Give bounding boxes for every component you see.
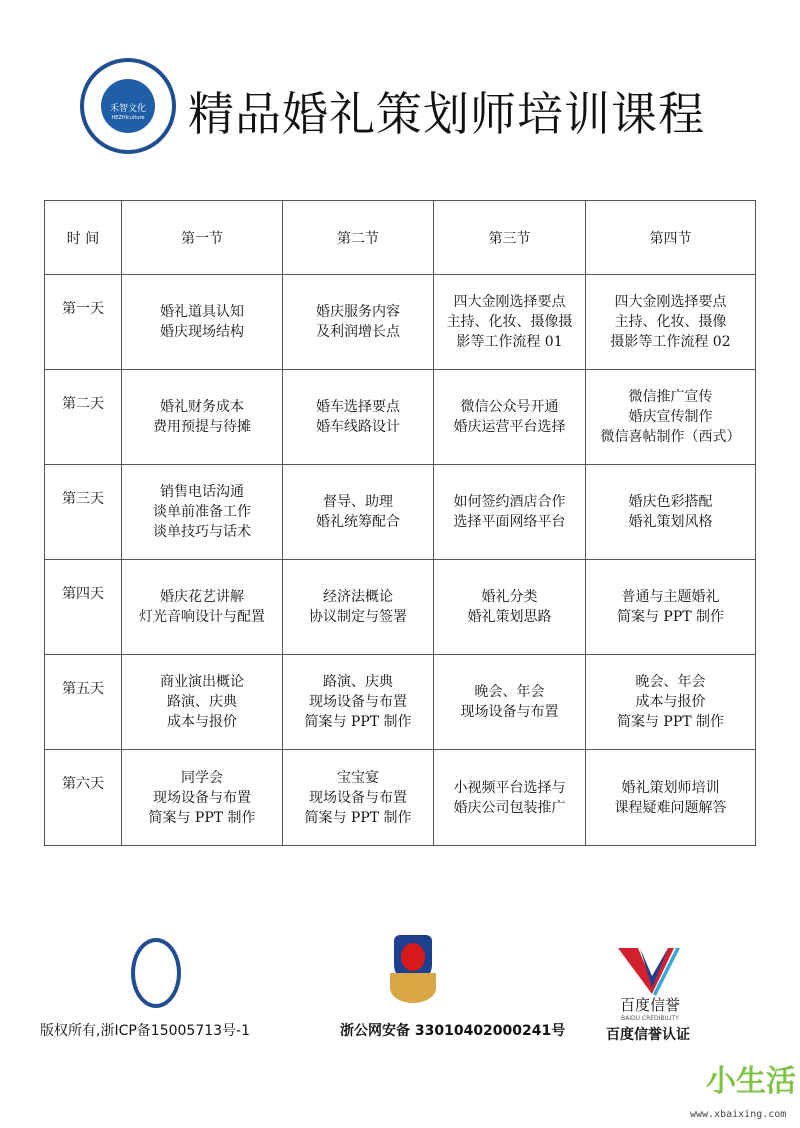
- police-record-text: 浙公网安备 33010402000241号: [340, 1023, 566, 1039]
- session-line: 现场设备与布置: [309, 694, 407, 710]
- baidu-en: BAIDU CREDIBILITY: [621, 1015, 679, 1022]
- column-header: 时 间: [45, 201, 122, 275]
- table-header-row: [45, 201, 756, 275]
- session-line: 选择平面网络平台: [453, 514, 566, 530]
- session-line: 婚庆运营平台选择: [453, 419, 566, 435]
- session-line: 简案与 PPT 制作: [616, 609, 725, 625]
- session-line: 成本与报价: [167, 714, 237, 730]
- session-line: 灯光音响设计与配置: [139, 609, 265, 625]
- session-line: 现场设备与布置: [153, 789, 251, 806]
- day-label: 第四天: [45, 560, 122, 655]
- watermark-logo: 小生活: [706, 1064, 796, 1099]
- session-line: 经济法概论: [323, 589, 393, 605]
- column-header: 第三节: [434, 201, 586, 275]
- table-row: [45, 655, 756, 750]
- session-cell: [283, 560, 434, 655]
- session-cell: [283, 655, 434, 750]
- logo-name-en: HEZHIculture: [111, 115, 145, 121]
- watermark-url: www.xbaixing.com: [690, 1109, 787, 1120]
- session-line: 现场设备与布置: [460, 704, 559, 720]
- session-cell: [586, 275, 756, 370]
- session-line: 婚礼策划师培训: [621, 779, 720, 796]
- session-line: 费用预提与待摊: [153, 419, 251, 435]
- session-line: 四大金刚选择要点: [614, 294, 727, 310]
- session-line: 婚车选择要点: [316, 399, 400, 415]
- logo-name-cn: 禾智文化: [109, 104, 146, 114]
- session-cell: [586, 655, 756, 750]
- session-cell: [586, 560, 756, 655]
- table-row: [45, 465, 756, 560]
- session-line: 婚礼策划风格: [628, 514, 713, 530]
- session-line: 婚庆色彩搭配: [628, 494, 713, 510]
- table-row: [45, 370, 756, 465]
- session-line: 主持、化妆、摄像摄: [446, 314, 573, 330]
- session-line: 主持、化妆、摄像: [614, 314, 727, 330]
- session-line: 婚礼策划思路: [467, 609, 552, 625]
- session-line: 婚礼道具认知: [160, 304, 244, 320]
- session-line: 晚会、年会: [635, 674, 706, 690]
- table-row: [45, 275, 756, 370]
- baidu-brand: 百度信誉: [620, 996, 681, 1014]
- session-line: 婚礼分类: [481, 589, 538, 605]
- session-line: 销售电话沟通: [160, 484, 244, 500]
- session-line: 及利润增长点: [316, 324, 400, 340]
- page-title: 精品婚礼策划师培训课程: [188, 87, 705, 141]
- baidu-credibility-icon: [618, 948, 682, 998]
- session-cell: [434, 655, 586, 750]
- day-label: 第一天: [45, 275, 122, 370]
- session-line: 婚庆宣传制作: [628, 409, 713, 425]
- session-line: 婚车线路设计: [316, 419, 400, 435]
- baidu-cert-text: 百度信誉认证: [606, 1027, 690, 1043]
- session-line: 四大金刚选择要点: [453, 294, 566, 310]
- session-line: 路演、庆典: [167, 694, 237, 710]
- session-line: 同学会: [181, 769, 223, 786]
- day-label: 第三天: [45, 465, 122, 560]
- session-line: 简案与 PPT 制作: [148, 809, 256, 826]
- session-line: 婚庆现场结构: [160, 324, 244, 340]
- session-cell: [122, 275, 283, 370]
- session-line: 现场设备与布置: [309, 789, 407, 806]
- session-cell: [434, 465, 586, 560]
- column-header: 第二节: [283, 201, 434, 275]
- session-line: 协议制定与签署: [309, 609, 407, 625]
- session-line: 谈单前准备工作: [153, 504, 251, 520]
- copyright-text: 版权所有,浙ICP备15005713号-1: [40, 1023, 251, 1039]
- session-line: 晚会、年会: [474, 684, 545, 700]
- day-label: 第五天: [45, 655, 122, 750]
- session-line: 影等工作流程 01: [456, 334, 563, 350]
- session-cell: [122, 465, 283, 560]
- session-cell: [283, 465, 434, 560]
- session-line: 宝宝宴: [337, 769, 379, 786]
- session-line: 商业演出概论: [160, 674, 244, 690]
- session-cell: [283, 275, 434, 370]
- session-line: 婚庆服务内容: [316, 304, 400, 320]
- session-line: 微信喜帖制作（西式）: [600, 429, 741, 445]
- session-cell: [122, 655, 283, 750]
- column-header: 第一节: [122, 201, 283, 275]
- session-cell: [434, 750, 586, 846]
- session-line: 如何签约酒店合作: [453, 494, 566, 510]
- day-label: 第六天: [45, 750, 122, 846]
- session-line: 简案与 PPT 制作: [304, 714, 412, 730]
- session-cell: [434, 275, 586, 370]
- session-cell: [586, 465, 756, 560]
- session-line: 简案与 PPT 制作: [304, 809, 412, 826]
- hezhi-logo: [80, 58, 176, 154]
- session-line: 婚礼财务成本: [160, 399, 244, 415]
- session-cell: [122, 750, 283, 846]
- session-cell: [283, 750, 434, 846]
- session-cell: [122, 370, 283, 465]
- session-line: 微信公众号开通: [460, 399, 559, 415]
- session-line: 成本与报价: [635, 694, 706, 710]
- session-line: 简案与 PPT 制作: [616, 714, 725, 730]
- session-line: 路演、庆典: [323, 674, 393, 690]
- session-cell: [434, 560, 586, 655]
- hezhi-footer-logo: [131, 938, 181, 1008]
- session-line: 课程疑难问题解答: [614, 799, 727, 816]
- session-line: 婚庆公司包装推广: [453, 799, 566, 816]
- session-cell: [122, 560, 283, 655]
- session-cell: [434, 370, 586, 465]
- session-line: 普通与主题婚礼: [621, 589, 720, 605]
- table-row: [45, 750, 756, 846]
- session-cell: [586, 750, 756, 846]
- session-line: 谈单技巧与话术: [153, 524, 251, 540]
- session-cell: [586, 370, 756, 465]
- session-line: 小视频平台选择与: [453, 779, 566, 796]
- session-line: 婚礼统筹配合: [316, 514, 400, 530]
- table-row: [45, 560, 756, 655]
- day-label: 第二天: [45, 370, 122, 465]
- session-line: 微信推广宣传: [628, 389, 713, 405]
- session-line: 婚庆花艺讲解: [160, 589, 244, 605]
- schedule-table: [44, 200, 756, 846]
- session-cell: [283, 370, 434, 465]
- session-line: 摄影等工作流程 02: [610, 334, 731, 350]
- police-badge-icon: [390, 935, 436, 1005]
- column-header: 第四节: [586, 201, 756, 275]
- session-line: 督导、助理: [323, 494, 393, 510]
